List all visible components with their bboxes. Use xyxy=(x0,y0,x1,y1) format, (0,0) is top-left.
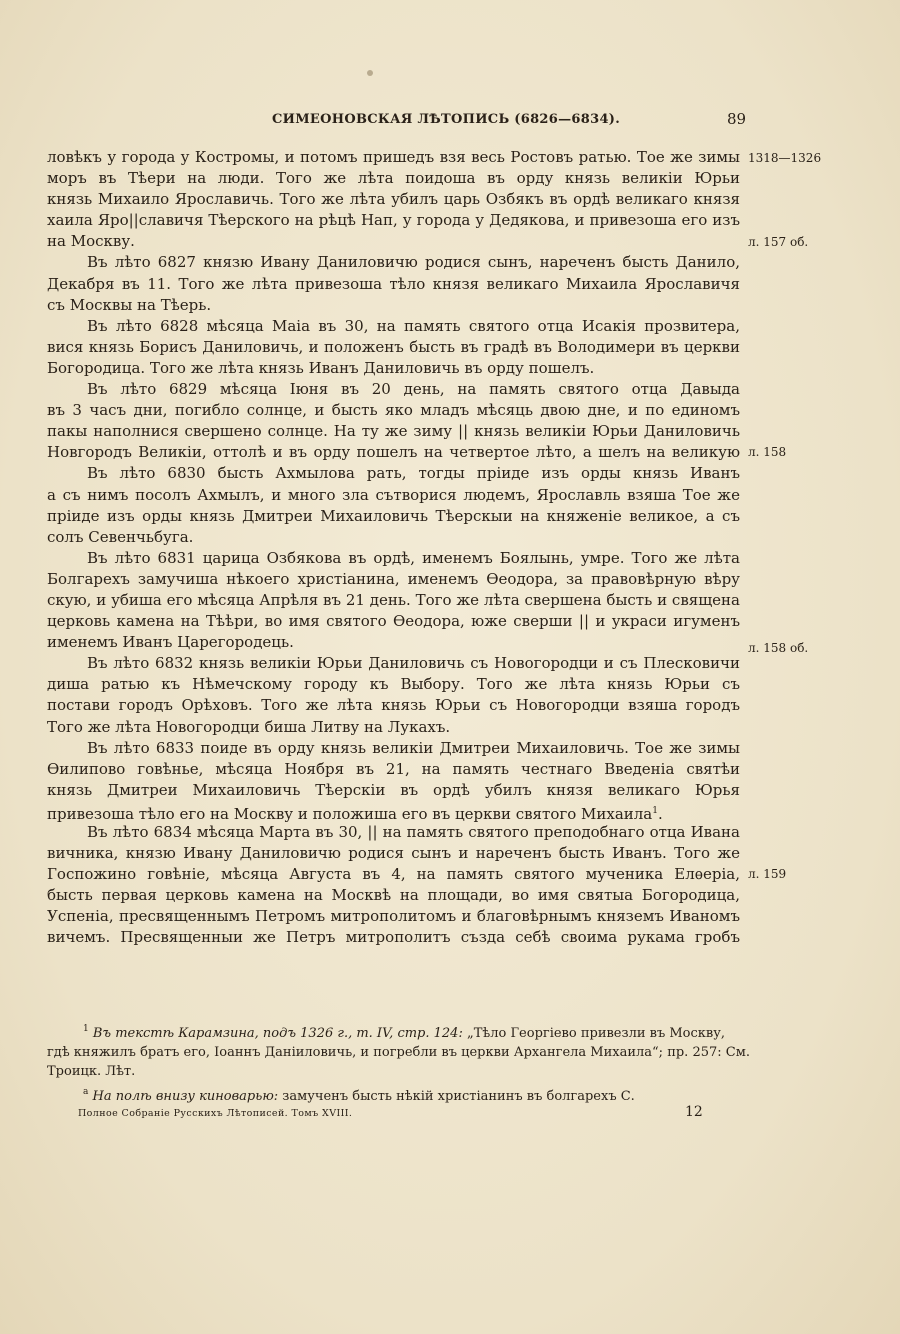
text-line: вичемъ. Пресвященныи же Петръ митрополитъ създа себѣ своима рукама гробъ xyxy=(47,928,740,947)
text-line: Въ лѣто 6829 мѣсяца Іюня въ 20 день, на память святого отца Давыда xyxy=(87,380,740,399)
page-number: 89 xyxy=(727,110,747,128)
chronicle-text xyxy=(47,147,740,949)
footnote-italic: Въ текстѣ Карамзина, подъ 1326 г., т. IV, стр. 124: xyxy=(92,1026,463,1041)
text-line: привезоша тѣло его на Москву и положиша его въ церкви святого Михаила$^1$. xyxy=(47,804,663,823)
text-segment: привезоша тѣло его на Москву и положиша его въ церкви святого Михаила xyxy=(47,804,653,823)
margin-note-leaf: л. 159 xyxy=(748,867,787,881)
footnote-a xyxy=(47,1083,740,1106)
sheet-number: 12 xyxy=(685,1104,703,1120)
footnote-line: Троицк. Лѣт. xyxy=(47,1064,136,1079)
text-line: Декабря въ 11. Того же лѣта привезоша тѣло князя великаго Михаила Ярославичя xyxy=(47,274,740,293)
margin-note-leaf: л. 158 xyxy=(748,445,787,459)
text-line: Болгарехъ замучиша нѣкоего христіанина, именемъ Ѳеодора, за правовѣрную вѣру xyxy=(47,569,740,588)
running-title: СИМЕОНОВСКАЯ ЛѢТОПИСЬ (6826—6834). xyxy=(272,112,621,127)
margin-note-leaf: л. 157 об. xyxy=(748,235,809,249)
paper-spot xyxy=(367,70,373,76)
text-line: именемъ Иванъ Царегородець. xyxy=(47,633,294,652)
text-line: Ѳилипово говѣнье, мѣсяца Ноября въ 21, на память честнаго Введеніа святѣи xyxy=(47,759,740,778)
footnote-line: гдѣ княжилъ братъ его, Іоаннъ Даніиловичь, и погребли въ церкви Архангела Михаила“; пр. 257: См. xyxy=(47,1045,750,1060)
text-line: пріиде изъ орды князь Дмитреи Михаиловичь Тѣерскыи на княженіе великое, а съ xyxy=(47,506,740,525)
text-line: въ 3 часъ дни, погибло солнце, и бысть яко младъ мѣсяць двою дне, и по единомъ xyxy=(47,401,740,420)
text-line: церковь камена на Тѣѣри, во имя святого Ѳеодора, юже сверши || и украси игуменъ xyxy=(47,612,740,631)
text-line: Богородица. Того же лѣта князь Иванъ Даниловичь въ орду пошелъ. xyxy=(47,358,595,377)
text-line: Въ лѣто 6827 князю Ивану Даниловичю родися сынъ, нареченъ бысть Данило, xyxy=(87,253,740,272)
text-line: вичника, князю Ивану Даниловичю родися сынъ и нареченъ бысть Иванъ. Того же xyxy=(47,844,740,863)
text-line: Новгородъ Великіи, оттолѣ и въ орду пошелъ на четвертое лѣто, а шелъ на великую xyxy=(47,443,740,462)
text-line: солъ Севенчьбуга. xyxy=(47,527,194,546)
text-line: ловѣкъ у города у Костромы, и потомъ пришедъ взя весь Ростовъ ратью. Тое же зимы xyxy=(47,148,740,166)
text-line: князь Дмитреи Михаиловичь Тѣерскіи въ ордѣ убилъ князя великаго Юрья xyxy=(47,780,740,799)
text-line: бысть первая церковь камена на Москвѣ на площади, во имя святыа Богородица, xyxy=(47,886,740,905)
footnote-line xyxy=(47,1083,740,1106)
text-line: постави городъ Орѣховъ. Того же лѣта князь Юрьи съ Новогородци взяша городъ xyxy=(47,696,740,715)
text-line: Того же лѣта Новогородци биша Литву на Лукахъ. xyxy=(47,717,451,736)
text-line: хаила Яро||славичя Тѣерского на рѣцѣ Нап, у города у Дедякова, и привезоша его изъ xyxy=(47,211,740,230)
text-segment: Въ лѣто 6831 царица Озбякова въ ордѣ, именемъ Боялынь, умре. Того же лѣта xyxy=(87,548,740,567)
text-line: пакы наполнися свершено солнце. На ту же зиму || князь великіи Юрьи Даниловичь xyxy=(47,422,740,441)
text-line: князь Михаило Ярославичь. Того же лѣта убилъ царь Озбякъ въ ордѣ великаго князя xyxy=(47,190,740,209)
footnote-line xyxy=(47,1020,740,1043)
margin-note-leaf: л. 158 об. xyxy=(748,641,809,655)
text-line: Въ лѣто 6833 поиде въ орду князь великіи Дмитреи Михаиловичь. Тое же зимы xyxy=(87,738,740,757)
imprint-line: Полное Собраніе Русскихъ Лѣтописей. Томъ XVIII. xyxy=(78,1108,353,1119)
text-line: диша ратью къ Нѣмечскому городу къ Выбору. Того же лѣта князь Юрьи съ xyxy=(47,675,740,694)
text-line: Въ лѣто 6834 мѣсяца Марта въ 30, || на память святого преподобнаго отца Ивана xyxy=(87,823,740,841)
text-line: а съ нимъ посолъ Ахмылъ, и много зла сътворися людемъ, Ярославль взяша Тое же xyxy=(47,485,740,504)
footnote-1 xyxy=(47,1020,750,1081)
margin-note-years: 1318—1326 xyxy=(748,151,822,165)
text-line: Успеніа, пресвященнымъ Петромъ митрополитомъ и благовѣрнымъ княземъ Иваномъ xyxy=(47,907,740,926)
text-line: Въ лѣто 6828 мѣсяца Маіа въ 30, на память святого отца Исакія прозвитера, xyxy=(87,316,740,335)
footnote-mark: а xyxy=(83,1087,89,1097)
footnote-text: „Тѣло Георгіево привезли въ Москву, xyxy=(462,1026,726,1041)
footnote-italic: На полѣ внизу киноварью: xyxy=(92,1089,279,1104)
text-line: Госпожино говѣніе, мѣсяца Августа въ 4, на память святого мученика Елѳеріа, xyxy=(47,865,740,884)
text-line xyxy=(47,548,740,569)
text-line: моръ въ Тѣери на люди. Того же лѣта поидоша въ орду князь великіи Юрьи xyxy=(47,169,740,188)
text-line: съ Москвы на Тѣерь. xyxy=(47,295,212,314)
text-line: скую, и убиша его мѣсяца Апрѣля въ 21 день. Того же лѣта свершена бысть и священа xyxy=(47,590,740,609)
text-line: вися князь Борисъ Даниловичь, и положенъ бысть въ градѣ въ Володимери въ церкви xyxy=(47,337,740,356)
text-line: Въ лѣто 6832 князь великіи Юрьи Даниловичь съ Новогородци и съ Плесковичи xyxy=(87,654,740,673)
footnote-text: замученъ бысть нѣкій христіанинъ въ болгарехъ С. xyxy=(278,1089,635,1104)
text-line: на Москву. xyxy=(47,232,135,251)
footnote-mark: 1 xyxy=(83,1024,89,1034)
footnote-ref-1: 1 xyxy=(652,805,658,816)
text-line: Въ лѣто 6830 бысть Ахмылова рать, тогды пріиде изъ орды князь Иванъ xyxy=(87,464,740,483)
